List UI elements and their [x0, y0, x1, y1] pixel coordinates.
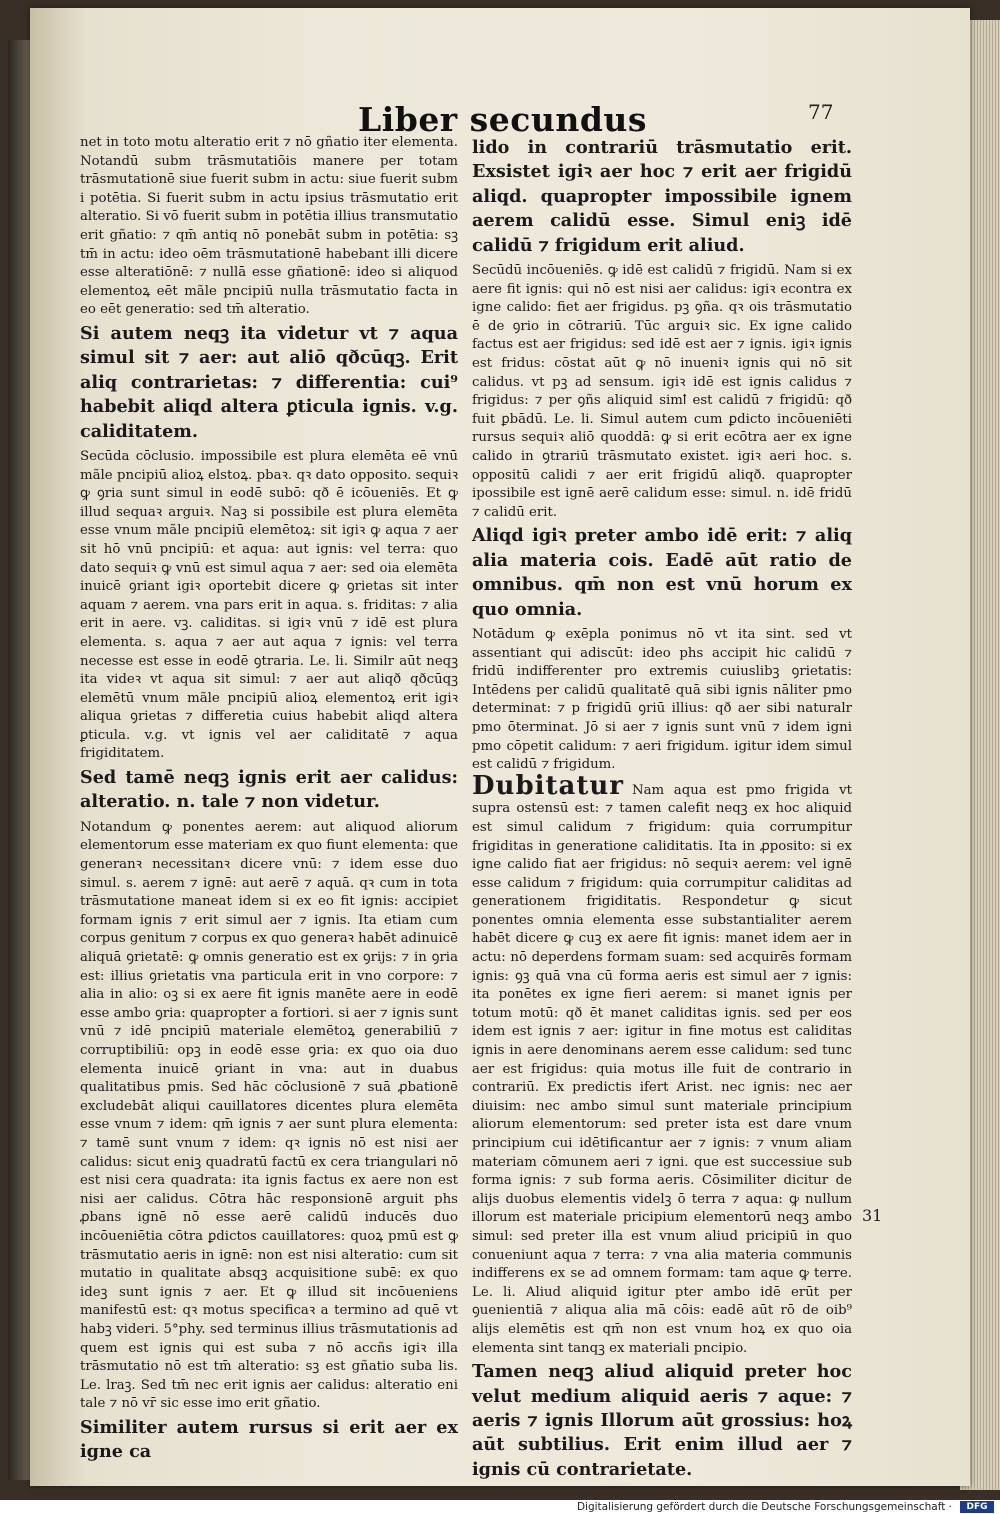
left-column-paragraph: Notandum ꝙ ponentes aerem: aut aliquod aliorum elementorum esse materiam ex quo fiunt elementa: que generanꝛ necessitanꝛ dicere vnū: ⁊ idem esse duo simul. s. aerem ⁊ ignē: aut aerē ⁊ aquā. qꝛ cum in tota trāsmutatione maneat idem si ex eo fit ignis: accipiet formam ignis ⁊ erit simul aer ⁊ ignis. Ita etiam cum corpus genitum ⁊ corpus ex quo generaꝛ habēt adinuicē aliquā ꝯrietatē: ꝙ omnis generatio est ex ꝯrijs: ⁊ in ꝯria est: illius ꝯrietatis vna particula erit in vno corpore: ⁊ alia in alio: oꝫ si ex aere fit ignis manēte aere in eodē esse ambo ꝯria: quapropter a fortiori. si aer ⁊ ignis sunt vnū ⁊ idē pncipiū materiale elemētoꝝ generabiliū ⁊ corruptibiliū: opꝫ in eodē esse ꝯria: ex quo oia duo elementa inuicē ꝯriant in vna: aut in duabus qualitatibus pmis. Sed hāc cōclusionē ⁊ suā ꝓbationē excludebāt aliqui cauillatores dicentes plura elemēta esse vnum ⁊ idem: qm̄ ignis ⁊ aer sunt plura elementa: ⁊ tamē sunt vnum ⁊ idem: qꝛ ignis nō est nisi aer calidus: sicut eniꝫ quadratū factū ex cera triangulari nō est nisi cera quadrata: ita ignis factus ex aere non est nisi aer calidus. Cōtra hāc responsionē arguit phs ꝓbans ignē nō esse aerē calidū inducēs duo incōueniētia cōtra ꝑdictos cauillatores: quoꝝ pmū est ꝙ trāsmutatio aeris in ignē: non est nisi alteratio: cum sit mutatio in qualitate absqꝫ acquisitione subē: ex quo ideꝫ sunt ignis ⁊ aer. Et ꝙ illud sit incōueniens manifestū est: qꝛ motus specificaꝛ a termino ad quē vt habꝫ videri. 5°phy. sed terminus illius trāsmutationis ad quem est ignis qui est suba ⁊ nō accñs igiꝛ illa trāsmutatio nō est tm̄ alteratio: sꝫ est gñatio suba lis. Le. lraꝫ. Sed tm̄ nec erit ignis aer calidus: alteratio eni tale ⁊ nō vr̄ sic esse imo erit gñatio. — [80, 819, 459, 1412]
text-column-right — [472, 134, 852, 1486]
left-column-paragraph: Similiter autem rursus si erit aer ex igne ca — [80, 1416, 458, 1463]
footer-credit: Digitalisierung gefördert durch die Deutsche Forschungsgemeinschaft · — [576, 1501, 952, 1513]
dfg-logo-icon: DFG — [960, 1501, 994, 1513]
running-head-title: Liber secundus — [358, 100, 647, 139]
left-column-paragraph: net in toto motu alteratio erit ⁊ nō gñatio iter elementa. Notandū subm trāsmutatiōis manere per totam trāsmutationē siue fuerit subm in actu: siue fuerit subm i potētia. Si fuerit subm in actu ipsius trāsmutatio erit alteratio. Si vō fuerit subm in potētia illius transmutatio erit gñatio: ⁊ qm̄ antiq nō ponebāt subm in potētia: sꝫ tm̄ in actu: ideo oēm trāsmutationē habebant illi dicere esse alteratiōnē: ⁊ nullā esse gñationē: ideo si aliquod elementoꝝ eēt mãle pncipiū nulla trāsmutatio facta in eo eēt generatio: sed tm̄ alteratio. — [80, 135, 458, 318]
left-column-paragraph: Secūda cōclusio. impossibile est plura elemēta eē vnū mãle pncipiū alioꝝ elstoꝝ. pbaꝛ. qꝛ dato opposito. sequiꝛ ꝙ ꝯria sunt simul in eodē subō: qð ē icōueniēs. Et ꝙ illud sequaꝛ arguiꝛ. Naꝫ si possibile est plura elemēta esse vnum mãle pncipiū elemētoꝝ: sit igiꝛ ꝙ aqua ⁊ aer sit hō vnū pncipiū: et aqua: aut ignis: vel terra: quo dato sequiꝛ ꝙ vnū est simul aqua ⁊ aer: sed oia elemēta inuicē ꝯriant igiꝛ oportebit dicere ꝙ ꝯrietas sit inter aquam ⁊ aerem. vna pars erit in aqua. s. friditas: ⁊ alia erit in aere. vꝫ. caliditas. si igiꝛ vnū ⁊ idē est plura elementa. s. aqua ⁊ aer aut aqua ⁊ ignis: vel terra necesse est esse in eodē ꝯtraria. Le. li. Similr aūt neqꝫ ita videꝛ vt aqua sit simul: ⁊ aer aut aliqð qðcūqꝫ elemētū vnum mãle pncipiū alioꝝ elementoꝝ erit igiꝛ aliqua ꝯrietas ⁊ differetia cuius habebit aliqd altera ꝑticula. v.g. vt ignis vel aer caliditatē ⁊ aqua frigiditatem. — [80, 448, 458, 762]
dubitatur-text: Nam aqua est pmo frigida vt supra ostensū est: ⁊ tamen calefit neqꝫ ex hoc aliquid est simul calidum ⁊ frigidum: quia corrumpitur frigiditas in generatione caliditatis. Ita in ꝓposito: si ex igne calido fiat aer frigidus: nō sequiꝛ aerem: vel ignē esse calidum ⁊ frigidum: quia corrumpitur caliditas ad generationem frigiditatis. Respondetur ꝙ sicut ponentes omnia elementa esse substantialiter aerem habēt dicere ꝙ cuꝫ ex aere fit ignis: manet idem aer in actu: nō deperdens formam suam: sed acquirēs formam ignis: ꝯꝫ quā vna cū forma aeris est simul aer ⁊ ignis: ita ponētes ex igne fieri aerem: si manet ignis per totum motū: qð ēt manet caliditas ignis. sed per eos idem est ignis ⁊ aer: igitur in fine motus est caliditas ignis in aere denominans aerem esse calidum: sed tunc aer est frigidus: quia motus ille fuit de contrario in contrariū. Ex predictis ifert Arist. nec ignis: nec aer diuisim: nec ambo simul sunt materiale principium aliorum elementorum: sed preter ista est dare vnum principium cui idētificantur aer ⁊ ignis: ⁊ vnum aliam materiam cōmunem aeri ⁊ igni. que est successiue sub forma ignis: ⁊ sub forma aeris. Cōsimiliter dicitur de alijs duobus elementis videlꝫ ō terra ⁊ aqua: ꝙ nullum illorum est materiale pricipium elementorū neqꝫ ambo simul: sed preter illa est vnum aliud pricipiū in quo conueniunt aqua ⁊ terra: ⁊ vna alia materia communis indifferens ex se ad omnem formam: tam aque ꝙ terre. Le. li. Aliud aliquid igitur pter ambo idē erūt per ꝯuenientiā ⁊ aliqua alia mā cōis: eadē aūt rō de oib⁹ alijs elemētis est qm̄ non est vnum hoꝝ ex quo oia elementa sint tanqꝫ ex materiali pncipio. — [472, 782, 852, 1356]
footer-bar — [0, 1500, 1000, 1514]
right-column-paragraph: Notādum ꝙ exēpla ponimus nō vt ita sint. sed vt assentiant qui adiscūt: ideo phs accipit hic calidū ⁊ fridū indifferenter pro extremis cuiuslibꝫ ꝯrietatis: Intēdens per calidū qualitatē quā sibi ignis nāliter pmo determinat: ⁊ p frigidū ꝯriū illius: qð aer sibi naturalr pmo ōterminat. Jō si aer ⁊ ignis sunt vnū ⁊ idem igni pmo cōpetit calidum: ⁊ aeri frigidum. igitur idem simul est calidū ⁊ frigidum. — [472, 626, 852, 773]
left-column-paragraph: Si autem neqꝫ ita videtur vt ⁊ aqua simul sit ⁊ aer: aut aliō qðcūqꝫ. Erit aliq contrarietas: ⁊ differentia: cui⁹ habebit aliqd altera ꝑticula ignis. v.g. caliditatem. — [80, 322, 458, 442]
right-column-paragraph — [472, 770, 852, 1358]
right-column-paragraph: Aliqd igiꝛ preter ambo idē erit: ⁊ aliq alia materia cois. Eadē aūt ratio de omnibus. qm̄ non est vnū horum ex quo omnia. — [472, 525, 852, 620]
dubitatur-heading: Dubitatur — [472, 770, 624, 801]
right-column-paragraph: Secūdū incōueniēs. ꝙ idē est calidū ⁊ frigidū. Nam si ex aere fit ignis: qui nō est nisi aer calidus: igiꝛ econtra ex igne calido: fiet aer frigidus. pꝫ ꝯña. qꝛ ois trāsmutatio ē de ꝯrio in cōtrariū. Tūc arguiꝛ sic. Ex igne calido factus est aer frigidus: sed idē est aer ⁊ ignis. igiꝛ ignis est fridus: cōstat aūt ꝙ nō inueniꝛ ignis qui nō sit calidus. vt pꝫ ad sensum. igiꝛ idē est ignis calidus ⁊ frigidus: ⁊ per ꝯñs aliquid simꝉ est calidū ⁊ frigidū: qð fuit ꝑbādū. Le. li. Simul autem cum ꝑdicto incōueniēti rursus sequiꝛ aliō quoddā: ꝙ si erit ecōtra aer ex igne calido in ꝯtrariū trāsmutato existet. igiꝛ aeri hoc. s. oppositū calidi ⁊ aer erit frigidū aliqð. quapropter ipossibile est ignē aerē calidum esse: simul. n. idē fridū ⁊ calidū erit. — [472, 263, 852, 520]
right-column-paragraph: Tamen neqꝫ aliud aliquid preter hoc velut medium aliquid aeris ⁊ aque: ⁊ aeris ⁊ ignis Illorum aūt grossius: hoꝝ aūt subtilius. Erit enim illud aer ⁊ ignis cū contrarietate. — [472, 1361, 852, 1480]
text-column-left — [80, 134, 458, 1469]
margin-note: 31 — [862, 1206, 883, 1225]
folio-number: 77 — [808, 100, 834, 124]
right-column-paragraph: lido in contrariū trāsmutatio erit. Exsistet igiꝛ aer hoc ⁊ erit aer frigidū aliqd. quapropter impossibile ignem aerem calidū esse. Simul eniꝫ idē calidū ⁊ frigidum erit aliud. — [472, 137, 852, 256]
left-column-paragraph: Sed tamē neqꝫ ignis erit aer calidus: alteratio. n. tale ⁊ non videtur. — [80, 767, 458, 813]
